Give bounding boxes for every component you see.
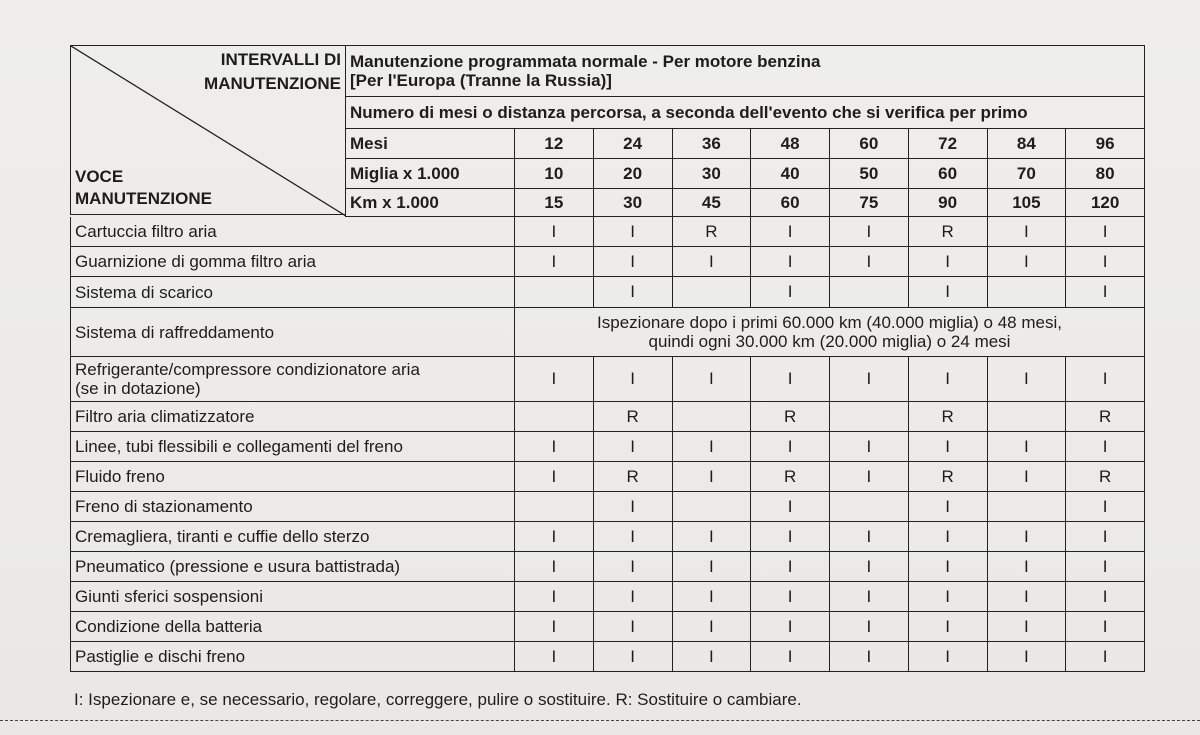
maintenance-value <box>830 492 909 522</box>
maintenance-value: I <box>751 247 830 277</box>
miglia-value: 70 <box>988 159 1067 189</box>
maintenance-value: I <box>1066 247 1145 277</box>
dashed-divider <box>0 720 1200 721</box>
maintenance-value: I <box>515 432 594 462</box>
maintenance-value: I <box>751 357 830 402</box>
maintenance-value: I <box>594 612 673 642</box>
maintenance-value: I <box>1066 582 1145 612</box>
maintenance-value: I <box>594 277 673 308</box>
maintenance-value: R <box>673 217 752 247</box>
miglia-label: Miglia x 1.000 <box>345 159 515 189</box>
maintenance-value: I <box>988 642 1067 672</box>
miglia-value: 80 <box>1066 159 1145 189</box>
maintenance-value: R <box>909 217 988 247</box>
km-value: 30 <box>594 189 673 217</box>
mesi-value: 60 <box>830 129 909 159</box>
miglia-value: 40 <box>751 159 830 189</box>
maintenance-value <box>988 277 1067 308</box>
maintenance-value: R <box>594 402 673 432</box>
maintenance-value: I <box>594 582 673 612</box>
table-subtitle: Numero di mesi o distanza percorsa, a seconda dell'evento che si verifica per primo <box>345 97 1145 129</box>
maintenance-value: R <box>594 462 673 492</box>
miglia-value: 30 <box>673 159 752 189</box>
maintenance-value: I <box>909 277 988 308</box>
maintenance-value: I <box>909 522 988 552</box>
maintenance-value: I <box>1066 552 1145 582</box>
maintenance-item-label: Sistema di scarico <box>70 277 515 308</box>
maintenance-item-label: Cremagliera, tiranti e cuffie dello sterzo <box>70 522 515 552</box>
maintenance-value: I <box>830 642 909 672</box>
mesi-value: 72 <box>909 129 988 159</box>
maintenance-value: I <box>988 357 1067 402</box>
maintenance-item-label: Condizione della batteria <box>70 612 515 642</box>
maintenance-value: R <box>1066 402 1145 432</box>
maintenance-value: I <box>830 462 909 492</box>
maintenance-value: I <box>1066 432 1145 462</box>
maintenance-value: I <box>673 357 752 402</box>
maintenance-value: I <box>594 357 673 402</box>
maintenance-value: I <box>751 612 830 642</box>
maintenance-value <box>830 402 909 432</box>
maintenance-value <box>515 277 594 308</box>
maintenance-item-label: Fluido freno <box>70 462 515 492</box>
km-label: Km x 1.000 <box>345 189 515 217</box>
maintenance-value: I <box>594 552 673 582</box>
maintenance-value: I <box>515 552 594 582</box>
maintenance-value: I <box>830 582 909 612</box>
maintenance-value: I <box>673 582 752 612</box>
mesi-label: Mesi <box>345 129 515 159</box>
maintenance-value: I <box>988 217 1067 247</box>
km-value: 45 <box>673 189 752 217</box>
maintenance-value: I <box>515 612 594 642</box>
maintenance-item-label: Refrigerante/compressore condizionatore aria (se in dotazione) <box>70 357 515 402</box>
maintenance-value: I <box>1066 217 1145 247</box>
title-line-2: [Per l'Europa (Tranne la Russia)] <box>350 71 612 90</box>
maintenance-value <box>515 492 594 522</box>
maintenance-value: I <box>751 582 830 612</box>
maintenance-value: I <box>751 217 830 247</box>
maintenance-value: I <box>909 582 988 612</box>
maintenance-value: R <box>1066 462 1145 492</box>
maintenance-value: I <box>830 247 909 277</box>
maintenance-item-label: Pastiglie e dischi freno <box>70 642 515 672</box>
maintenance-value: R <box>909 462 988 492</box>
title-line-1: Manutenzione programmata normale - Per motore benzina <box>350 52 821 71</box>
maintenance-item-label: Giunti sferici sospensioni <box>70 582 515 612</box>
maintenance-value: I <box>594 432 673 462</box>
maintenance-value: I <box>673 612 752 642</box>
maintenance-value: I <box>594 492 673 522</box>
maintenance-value: I <box>830 217 909 247</box>
mesi-value: 84 <box>988 129 1067 159</box>
maintenance-value: I <box>515 217 594 247</box>
maintenance-value: I <box>594 217 673 247</box>
maintenance-value: I <box>909 552 988 582</box>
maintenance-value: I <box>515 522 594 552</box>
maintenance-item-label: Sistema di raffreddamento <box>70 308 515 357</box>
maintenance-value <box>515 402 594 432</box>
miglia-value: 10 <box>515 159 594 189</box>
maintenance-value <box>673 277 752 308</box>
maintenance-value: I <box>1066 522 1145 552</box>
maintenance-value: I <box>909 492 988 522</box>
maintenance-value: I <box>909 642 988 672</box>
maintenance-value: I <box>673 642 752 672</box>
maintenance-value: I <box>673 247 752 277</box>
miglia-value: 20 <box>594 159 673 189</box>
maintenance-value <box>673 402 752 432</box>
mesi-value: 36 <box>673 129 752 159</box>
maintenance-value: I <box>515 247 594 277</box>
maintenance-value: I <box>1066 357 1145 402</box>
table-title <box>345 45 1145 97</box>
mesi-value: 48 <box>751 129 830 159</box>
maintenance-value: I <box>830 357 909 402</box>
maintenance-value: I <box>988 612 1067 642</box>
maintenance-value: I <box>673 522 752 552</box>
legend-text: I: Ispezionare e, se necessario, regolare, correggere, pulire o sostituire. R: Sostituire o cambiare. <box>74 690 802 709</box>
maintenance-value: R <box>751 462 830 492</box>
maintenance-value: I <box>751 432 830 462</box>
maintenance-value: I <box>673 462 752 492</box>
table-corner-header <box>70 45 345 215</box>
maintenance-value: I <box>909 432 988 462</box>
maintenance-value: I <box>594 642 673 672</box>
km-value: 120 <box>1066 189 1145 217</box>
maintenance-item-label: Linee, tubi flessibili e collegamenti del freno <box>70 432 515 462</box>
maintenance-value: I <box>515 582 594 612</box>
maintenance-value: I <box>751 552 830 582</box>
maintenance-value: I <box>673 552 752 582</box>
maintenance-item-label: Filtro aria climatizzatore <box>70 402 515 432</box>
maintenance-value: I <box>830 522 909 552</box>
maintenance-value: I <box>751 522 830 552</box>
maintenance-value <box>988 492 1067 522</box>
maintenance-value: I <box>988 522 1067 552</box>
km-value: 15 <box>515 189 594 217</box>
maintenance-value: I <box>988 462 1067 492</box>
mesi-value: 96 <box>1066 129 1145 159</box>
maintenance-value: I <box>751 642 830 672</box>
maintenance-value: I <box>988 247 1067 277</box>
maintenance-value: I <box>751 492 830 522</box>
miglia-value: 60 <box>909 159 988 189</box>
maintenance-value: I <box>988 552 1067 582</box>
maintenance-value: I <box>515 462 594 492</box>
maintenance-value: I <box>1066 277 1145 308</box>
km-value: 90 <box>909 189 988 217</box>
maintenance-value <box>673 492 752 522</box>
maintenance-value: I <box>830 552 909 582</box>
km-value: 105 <box>988 189 1067 217</box>
mesi-value: 24 <box>594 129 673 159</box>
maintenance-value <box>830 277 909 308</box>
maintenance-value: I <box>909 247 988 277</box>
mesi-value: 12 <box>515 129 594 159</box>
corner-intervals-label: INTERVALLI DI MANUTENZIONE <box>204 50 341 93</box>
maintenance-value: I <box>1066 642 1145 672</box>
maintenance-item-label: Pneumatico (pressione e usura battistrada) <box>70 552 515 582</box>
maintenance-item-label: Freno di stazionamento <box>70 492 515 522</box>
maintenance-value: I <box>673 432 752 462</box>
maintenance-value: R <box>751 402 830 432</box>
maintenance-value: I <box>594 247 673 277</box>
maintenance-value: I <box>1066 492 1145 522</box>
maintenance-value: I <box>830 612 909 642</box>
maintenance-value: I <box>988 432 1067 462</box>
maintenance-value <box>988 402 1067 432</box>
corner-item-label: VOCE MANUTENZIONE <box>75 167 212 208</box>
maintenance-note: Ispezionare dopo i primi 60.000 km (40.000 miglia) o 48 mesi, quindi ogni 30.000 km (20.000 miglia) o 24 mesi <box>515 308 1145 357</box>
maintenance-value: I <box>988 582 1067 612</box>
maintenance-value: R <box>909 402 988 432</box>
miglia-value: 50 <box>830 159 909 189</box>
maintenance-value: I <box>830 432 909 462</box>
maintenance-value: I <box>594 522 673 552</box>
maintenance-value: I <box>751 277 830 308</box>
km-value: 60 <box>751 189 830 217</box>
maintenance-item-label: Guarnizione di gomma filtro aria <box>70 247 515 277</box>
maintenance-value: I <box>909 612 988 642</box>
maintenance-value: I <box>1066 612 1145 642</box>
maintenance-value: I <box>909 357 988 402</box>
maintenance-value: I <box>515 357 594 402</box>
km-value: 75 <box>830 189 909 217</box>
maintenance-value: I <box>515 642 594 672</box>
maintenance-item-label: Cartuccia filtro aria <box>70 217 515 247</box>
